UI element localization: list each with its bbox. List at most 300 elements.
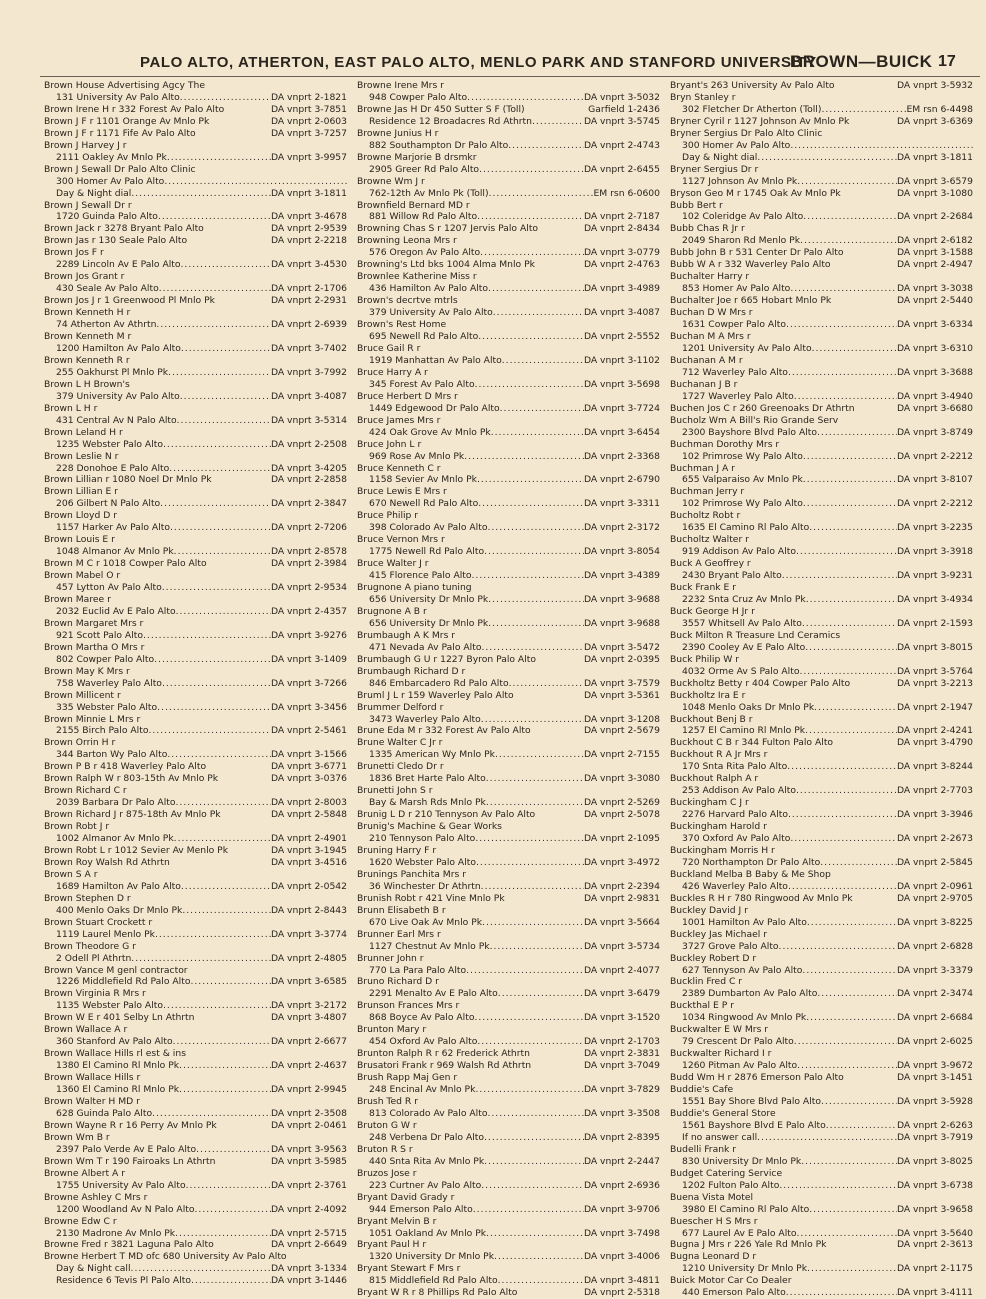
phone-number: DA vnprt 2-1175 bbox=[896, 1263, 973, 1275]
dot-leader bbox=[181, 259, 271, 271]
listing-name bbox=[42, 271, 347, 283]
listing-name bbox=[42, 486, 347, 498]
listing-text: Buchalter Harry r bbox=[670, 271, 750, 283]
listing-name bbox=[42, 355, 347, 367]
dot-leader bbox=[163, 439, 271, 451]
dot-leader bbox=[482, 917, 584, 929]
phone-number: DA vnprt 2-6936 bbox=[583, 1179, 660, 1191]
listing-name bbox=[42, 140, 347, 152]
phone-number: DA vnprt 2-1593 bbox=[896, 617, 973, 629]
listing-text: 1631 Cowper Palo Alto bbox=[682, 319, 786, 331]
listing-address-line bbox=[668, 785, 973, 797]
listing-entry bbox=[42, 1156, 347, 1168]
listing-name bbox=[42, 965, 347, 977]
listing-address-line bbox=[42, 929, 347, 941]
listing-name bbox=[42, 1168, 347, 1180]
phone-number: DA vnprt 3-9957 bbox=[270, 151, 347, 163]
dot-leader bbox=[156, 319, 271, 331]
listing-text: Brown L H r bbox=[44, 402, 98, 414]
listing-text: Browne Fred r 3821 Laguna Palo Alto bbox=[44, 1239, 214, 1251]
listing-address-line bbox=[668, 1204, 973, 1216]
listing-text: 426 Waverley Palo Alto bbox=[682, 880, 788, 892]
listing-text: 1257 El Camino Rl Mnlo Pk bbox=[682, 725, 806, 737]
phone-number: DA vnprt 3-3456 bbox=[270, 701, 347, 713]
listing-address-line bbox=[668, 988, 973, 1000]
dot-leader bbox=[195, 1204, 271, 1216]
dot-leader bbox=[475, 379, 584, 391]
listing-text: 457 Lytton Av Palo Alto bbox=[56, 582, 162, 594]
dot-leader bbox=[779, 941, 897, 953]
listing-text: Buchman Dorothy Mrs r bbox=[670, 438, 780, 450]
listing-text: Brown Kenneth M r bbox=[44, 331, 132, 343]
dot-leader bbox=[486, 1228, 584, 1240]
listing-text: Bryn Stanley r bbox=[670, 91, 736, 103]
listing-text: 1320 University Dr Mnlo Pk bbox=[369, 1251, 495, 1263]
listing-name bbox=[355, 235, 660, 247]
dot-leader bbox=[131, 953, 271, 965]
dot-leader bbox=[508, 140, 584, 152]
dot-leader bbox=[826, 1120, 897, 1132]
phone-number: DA vnprt 3-6771 bbox=[270, 761, 347, 773]
listing-address-line bbox=[668, 211, 973, 223]
phone-number: DA vnprt 3-5361 bbox=[583, 689, 660, 701]
listing-text: 2130 Madrone Av Mnlo Pk bbox=[56, 1227, 176, 1239]
listing-entry bbox=[668, 737, 973, 749]
listing-name bbox=[355, 821, 660, 833]
listing-text: Bryant's 263 University Av Palo Alto bbox=[670, 80, 835, 91]
listing-text: Bruml J L r 159 Waverley Palo Alto bbox=[357, 689, 514, 701]
listing-text: 300 Homer Av Palo Alto bbox=[682, 139, 791, 151]
listing-entry bbox=[42, 128, 347, 140]
phone-number: DA vnprt 3-9658 bbox=[896, 1203, 973, 1215]
listing-text: Brown Wm T r 190 Fairoaks Ln Athrtn bbox=[44, 1155, 216, 1167]
listing-entry bbox=[668, 116, 973, 128]
listing-text: Brunner Earl Mrs r bbox=[357, 928, 441, 940]
listing-address-line bbox=[42, 953, 347, 965]
listing-entry bbox=[355, 104, 660, 116]
listing-entry bbox=[668, 678, 973, 690]
listing-entry bbox=[355, 654, 660, 666]
listing-text: Bryson Geo M r 1745 Oak Av Mnlo Pk bbox=[670, 187, 841, 199]
listing-text: Buckholtz Betty r 404 Cowper Palo Alto bbox=[670, 677, 851, 689]
listing-text: 170 Snta Rita Palo Alto bbox=[682, 761, 788, 773]
dot-leader bbox=[498, 988, 584, 1000]
phone-number: DA vnprt 3-6310 bbox=[896, 342, 973, 354]
listing-address-line bbox=[355, 833, 660, 845]
listing-name bbox=[668, 355, 973, 367]
listing-text: Day & Night call bbox=[56, 1263, 131, 1275]
listing-text: 2390 Cooley Av E Palo Alto bbox=[682, 641, 806, 653]
listing-text: 944 Emerson Palo Alto bbox=[369, 1203, 473, 1215]
listing-text: 370 Oxford Av Palo Alto bbox=[682, 833, 791, 845]
listing-name bbox=[42, 80, 347, 92]
listing-text: 627 Tennyson Av Palo Alto bbox=[682, 964, 803, 976]
listing-address-line bbox=[42, 833, 347, 845]
phone-number: DA vnprt 2-4077 bbox=[583, 964, 660, 976]
phone-number: DA vnprt 2-4637 bbox=[270, 1060, 347, 1072]
listing-entry bbox=[42, 104, 347, 116]
listing-address-line bbox=[355, 92, 660, 104]
listing-text: Brown Wallace Hills r bbox=[44, 1072, 141, 1084]
listing-text: Bryner Sergius Dr Palo Alto Clinic bbox=[670, 127, 823, 139]
listing-text: Bruno Richard D r bbox=[357, 976, 439, 988]
dot-leader bbox=[788, 881, 897, 893]
phone-number: DA vnprt 3-4811 bbox=[583, 1275, 660, 1287]
listing-text: 2032 Euclid Av E Palo Alto bbox=[56, 605, 176, 617]
listing-text: 1001 Hamilton Av Palo Alto bbox=[682, 916, 807, 928]
listing-text: 255 Oakhurst Pl Mnlo Pk bbox=[56, 366, 169, 378]
dot-leader bbox=[180, 92, 271, 104]
listing-text: Bruce James Mrs r bbox=[357, 414, 441, 426]
listing-address-line bbox=[42, 176, 347, 188]
listing-text: 379 University Av Palo Alto bbox=[369, 307, 493, 319]
phone-number: DA vnprt 3-5698 bbox=[583, 378, 660, 390]
dot-leader bbox=[809, 1204, 897, 1216]
dot-leader bbox=[805, 642, 897, 654]
listing-address-line bbox=[668, 618, 973, 630]
listing-text: Bryant Stewart F Mrs r bbox=[357, 1263, 461, 1275]
phone-number: DA vnprt 3-3311 bbox=[583, 498, 660, 510]
phone-number: DA vnprt 2-5269 bbox=[583, 797, 660, 809]
phone-number: DA vnprt 3-8225 bbox=[896, 916, 973, 928]
listing-text: Brugnone A B r bbox=[357, 605, 427, 617]
listing-text: 656 University Dr Mnlo Pk bbox=[369, 617, 489, 629]
phone-number: DA vnprt 3-1566 bbox=[270, 749, 347, 761]
phone-number: DA vnprt 3-5314 bbox=[270, 414, 347, 426]
listing-text: 1051 Oakland Av Mnlo Pk bbox=[369, 1227, 487, 1239]
dot-leader bbox=[164, 176, 347, 188]
listing-text: 1202 Fulton Palo Alto bbox=[682, 1179, 780, 1191]
phone-number: DA vnprt 2-3761 bbox=[270, 1179, 347, 1191]
phone-number: DA vnprt 3-2235 bbox=[896, 522, 973, 534]
listing-text: Bruce Philip r bbox=[357, 510, 419, 522]
listing-text: Brown Kenneth H r bbox=[44, 307, 131, 319]
dot-leader bbox=[176, 606, 271, 618]
phone-number: DA vnprt 3-7724 bbox=[583, 402, 660, 414]
listing-address-line bbox=[42, 881, 347, 893]
listing-name bbox=[42, 1216, 347, 1228]
listing-text: Brusatori Frank r 969 Walsh Rd Athrtn bbox=[357, 1060, 532, 1072]
listing-name bbox=[42, 331, 347, 343]
listing-name bbox=[668, 797, 973, 809]
phone-number: DA vnprt 2-3474 bbox=[896, 988, 973, 1000]
phone-number: DA vnprt 3-4205 bbox=[270, 462, 347, 474]
listing-name bbox=[42, 1192, 347, 1204]
phone-number: DA vnprt 3-5472 bbox=[583, 641, 660, 653]
listing-address-line bbox=[42, 1000, 347, 1012]
listing-text: Brown L H Brown's bbox=[44, 378, 130, 390]
phone-number: DA vnprt 2-5715 bbox=[270, 1227, 347, 1239]
listing-name bbox=[355, 1239, 660, 1251]
phone-number: DA vnprt 2-1821 bbox=[270, 91, 347, 103]
listing-text: 921 Scott Palo Alto bbox=[56, 629, 143, 641]
phone-number: DA vnprt 2-1703 bbox=[583, 1036, 660, 1048]
listing-name bbox=[355, 176, 660, 188]
listing-text: Browning's Ltd bks 1004 Alma Mnlo Pk bbox=[357, 259, 535, 271]
listing-text: Bubb Chas R Jr r bbox=[670, 223, 745, 235]
dot-leader bbox=[467, 92, 584, 104]
listing-address-line bbox=[668, 427, 973, 439]
phone-number: DA vnprt 3-7992 bbox=[270, 366, 347, 378]
listing-address-line bbox=[42, 283, 347, 295]
listing-text: 1200 Hamilton Av Palo Alto bbox=[56, 342, 181, 354]
phone-number: DA vnprt 3-8015 bbox=[896, 641, 973, 653]
phone-number: DA vnprt 2-4947 bbox=[896, 259, 973, 271]
listing-text: Brown Irene H r 332 Forest Av Palo Alto bbox=[44, 103, 225, 115]
listing-text: Day & Night dial bbox=[56, 187, 132, 199]
listing-text: 2276 Harvard Palo Alto bbox=[682, 809, 788, 821]
dot-leader bbox=[168, 367, 271, 379]
phone-number: DA vnprt 3-5032 bbox=[583, 91, 660, 103]
dot-leader bbox=[169, 463, 271, 475]
listing-address-line bbox=[42, 498, 347, 510]
listing-text: Brunetti Cledo Dr r bbox=[357, 761, 444, 773]
listing-text: Buddie's Cafe bbox=[670, 1084, 734, 1096]
listing-text: 248 Verbena Dr Palo Alto bbox=[369, 1131, 484, 1143]
listing-text: Bryner Cyril r 1127 Johnson Av Mnlo Pk bbox=[670, 115, 850, 127]
dot-leader bbox=[196, 1144, 271, 1156]
phone-number: DA vnprt 2-6677 bbox=[270, 1036, 347, 1048]
dot-leader bbox=[796, 546, 897, 558]
phone-number: DA vnprt 2-5440 bbox=[896, 295, 973, 307]
listing-text: 1620 Webster Palo Alto bbox=[369, 856, 476, 868]
listing-address-line bbox=[668, 343, 973, 355]
listing-text: Brown Walter H MD r bbox=[44, 1096, 140, 1108]
phone-number: DA vnprt 3-9276 bbox=[270, 629, 347, 641]
listing-text: Browne Albert A r bbox=[44, 1167, 126, 1179]
listing-address-line bbox=[668, 1263, 973, 1275]
listing-text: 228 Donohoe E Palo Alto bbox=[56, 462, 170, 474]
listing-text: 1919 Manhattan Av Palo Alto bbox=[369, 354, 502, 366]
listing-text: Buck Milton R Treasure Lnd Ceramics bbox=[670, 629, 841, 641]
listing-name bbox=[355, 367, 660, 379]
listing-text: 656 University Dr Mnlo Pk bbox=[369, 593, 489, 605]
listing-text: Buckhout Benj B r bbox=[670, 713, 753, 725]
listing-name bbox=[355, 1000, 660, 1012]
phone-number: DA vnprt 2-9831 bbox=[583, 892, 660, 904]
listing-entry bbox=[42, 223, 347, 235]
listing-text: Budget Catering Service bbox=[670, 1167, 783, 1179]
phone-number: DA vnprt 3-6680 bbox=[896, 402, 973, 414]
listing-name bbox=[355, 415, 660, 427]
listing-address-line bbox=[355, 331, 660, 343]
listing-text: 2430 Bryant Palo Alto bbox=[682, 570, 782, 582]
phone-number: DA vnprt 3-3508 bbox=[583, 1107, 660, 1119]
listing-text: 131 University Av Palo Alto bbox=[56, 91, 180, 103]
phone-number: DA vnprt 2-8578 bbox=[270, 546, 347, 558]
listing-address-line bbox=[668, 725, 973, 737]
listing-address-line bbox=[668, 666, 973, 678]
listing-name bbox=[355, 869, 660, 881]
dot-leader bbox=[481, 642, 583, 654]
dot-leader bbox=[167, 152, 271, 164]
listing-address-line bbox=[668, 702, 973, 714]
listing-name bbox=[42, 941, 347, 953]
listing-name bbox=[355, 1096, 660, 1108]
listing-address-line bbox=[42, 797, 347, 809]
listing-name bbox=[355, 391, 660, 403]
phone-number: DA vnprt 2-0603 bbox=[270, 115, 347, 127]
phone-number: DA vnprt 3-9231 bbox=[896, 570, 973, 582]
dot-leader bbox=[160, 498, 271, 510]
listing-entry bbox=[42, 1012, 347, 1024]
listing-address-line bbox=[355, 522, 660, 534]
phone-number: DA vnprt 2-0395 bbox=[583, 653, 660, 665]
listing-name bbox=[42, 247, 347, 259]
listing-name bbox=[355, 1192, 660, 1204]
phone-number: DA vnprt 3-1334 bbox=[270, 1263, 347, 1275]
listing-entry bbox=[42, 295, 347, 307]
listing-text: 1380 El Camino Rl Mnlo Pk bbox=[56, 1060, 180, 1072]
listing-name bbox=[668, 534, 973, 546]
listing-text: 1755 University Av Palo Alto bbox=[56, 1179, 186, 1191]
listing-name bbox=[668, 92, 973, 104]
listing-text: Bay & Marsh Rds Mnlo Pk bbox=[369, 797, 486, 809]
phone-number: DA vnprt 2-4743 bbox=[583, 139, 660, 151]
listing-text: Buck Frank E r bbox=[670, 582, 737, 594]
phone-number: DA vnprt 3-9688 bbox=[583, 617, 660, 629]
listing-entry bbox=[42, 809, 347, 821]
phone-number: EM rsn 6-4498 bbox=[906, 103, 973, 115]
listing-text: Brown Leland H r bbox=[44, 426, 123, 438]
listing-address-line bbox=[355, 1108, 660, 1120]
listing-name bbox=[668, 630, 973, 642]
dot-leader bbox=[173, 1036, 271, 1048]
listing-text: 2039 Barbara Dr Palo Alto bbox=[56, 797, 176, 809]
phone-number: DA vnprt 2-5318 bbox=[583, 1287, 660, 1299]
listing-text: Browne Wm J r bbox=[357, 175, 425, 187]
listing-text: 2049 Sharon Rd Menlo Pk bbox=[682, 235, 801, 247]
dot-leader bbox=[817, 427, 897, 439]
listing-text: Buckley Robert D r bbox=[670, 952, 757, 964]
listing-text: 1775 Newell Rd Palo Alto bbox=[369, 546, 485, 558]
phone-number: DA vnprt 3-6369 bbox=[896, 115, 973, 127]
phone-number: DA vnprt 2-2508 bbox=[270, 438, 347, 450]
listing-name bbox=[668, 821, 973, 833]
listing-text: Bucholtz Walter r bbox=[670, 534, 749, 546]
listing-address-line bbox=[668, 283, 973, 295]
listing-text: Buchen Jos C r 260 Greenoaks Dr Athrtn bbox=[670, 402, 855, 414]
phone-number: DA vnprt 3-1080 bbox=[896, 187, 973, 199]
listing-text: Brown J Sewall Dr Palo Alto Clinic bbox=[44, 163, 196, 175]
listing-text: Brumbaugh Richard D r bbox=[357, 665, 466, 677]
listing-text: Brunson Frances Mrs r bbox=[357, 1000, 460, 1012]
phone-number: DA vnprt 2-2394 bbox=[583, 880, 660, 892]
listing-text: Bugna Leonard D r bbox=[670, 1251, 757, 1263]
dot-leader bbox=[509, 678, 584, 690]
phone-number: DA vnprt 2-3508 bbox=[270, 1107, 347, 1119]
dot-leader bbox=[817, 988, 897, 1000]
phone-number: DA vnprt 2-5679 bbox=[583, 725, 660, 737]
listing-address-line bbox=[355, 307, 660, 319]
phone-number: DA vnprt 2-1095 bbox=[583, 833, 660, 845]
listing-name bbox=[355, 737, 660, 749]
listing-address-line bbox=[42, 1084, 347, 1096]
dot-leader bbox=[803, 211, 897, 223]
listing-address-line bbox=[668, 1228, 973, 1240]
dot-leader bbox=[820, 857, 897, 869]
listing-text: Brown Roy Walsh Rd Athrtn bbox=[44, 856, 170, 868]
dot-leader bbox=[491, 427, 584, 439]
listing-address-line bbox=[668, 965, 973, 977]
listing-name bbox=[42, 869, 347, 881]
listing-text: 677 Laurel Av E Palo Alto bbox=[682, 1227, 797, 1239]
dot-leader bbox=[472, 570, 584, 582]
listing-address-line bbox=[668, 809, 973, 821]
phone-number: DA vnprt 3-7829 bbox=[583, 1084, 660, 1096]
listing-address-line bbox=[668, 498, 973, 510]
listing-name bbox=[42, 618, 347, 630]
listing-text: 36 Winchester Dr Athrtn bbox=[369, 880, 481, 892]
listing-name bbox=[42, 1096, 347, 1108]
listing-address-line bbox=[355, 1275, 660, 1287]
listing-text: Bubb John B r 531 Center Dr Palo Alto bbox=[670, 247, 844, 259]
dot-leader bbox=[803, 451, 897, 463]
phone-number: DA vnprt 2-6939 bbox=[270, 319, 347, 331]
listing-name bbox=[42, 307, 347, 319]
listing-text: 440 Snta Rita Av Mnlo Pk bbox=[369, 1155, 485, 1167]
listing-text: 712 Waverley Palo Alto bbox=[682, 366, 788, 378]
listing-address-line bbox=[668, 570, 973, 582]
listing-text: Buchman J A r bbox=[670, 462, 735, 474]
listing-name bbox=[668, 1048, 973, 1060]
phone-number: DA vnprt 2-1706 bbox=[270, 283, 347, 295]
dot-leader bbox=[821, 1096, 897, 1108]
listing-name bbox=[42, 893, 347, 905]
phone-number: DA vnprt 3-2213 bbox=[896, 677, 973, 689]
dot-leader bbox=[821, 104, 906, 116]
listing-text: Browne Ashley C Mrs r bbox=[44, 1191, 148, 1203]
listing-text: Brunn Elisabeth B r bbox=[357, 904, 446, 916]
listing-name bbox=[668, 307, 973, 319]
listing-text: Brown Theodore G r bbox=[44, 940, 136, 952]
listing-address-line bbox=[42, 1144, 347, 1156]
listing-text: Browne Irene Mrs r bbox=[357, 80, 444, 91]
listing-address-line bbox=[355, 1228, 660, 1240]
dot-leader bbox=[800, 235, 897, 247]
listing-name bbox=[668, 486, 973, 498]
dot-leader bbox=[484, 1132, 584, 1144]
phone-number: DA vnprt 2-8443 bbox=[270, 904, 347, 916]
listing-entry bbox=[42, 1239, 347, 1251]
listing-name bbox=[355, 343, 660, 355]
listing-text: Bryant W R r 8 Phillips Rd Palo Alto bbox=[357, 1287, 518, 1299]
phone-number: DA vnprt 3-4989 bbox=[583, 283, 660, 295]
listing-address-line bbox=[355, 1180, 660, 1192]
listing-text: 670 Live Oak Av Mnlo Pk bbox=[369, 916, 483, 928]
listing-address-line bbox=[668, 474, 973, 486]
phone-number: DA vnprt 3-7049 bbox=[583, 1060, 660, 1072]
listing-text: Brunton Mary r bbox=[357, 1024, 427, 1036]
phone-number: DA vnprt 2-2212 bbox=[896, 498, 973, 510]
listing-text: Brown Lillian E r bbox=[44, 486, 118, 498]
listing-text: Browne Jas H Dr 450 Sutter S F (Toll) bbox=[357, 103, 525, 115]
phone-number: DA vnprt 3-8244 bbox=[896, 761, 973, 773]
listing-address-line bbox=[355, 546, 660, 558]
phone-number: DA vnprt 3-8054 bbox=[583, 546, 660, 558]
listing-text: Buchalter Joe r 665 Hobart Mnlo Pk bbox=[670, 295, 832, 307]
listing-text: Bubb W A r 332 Waverley Palo Alto bbox=[670, 259, 831, 271]
dot-leader bbox=[806, 594, 897, 606]
listing-address-line bbox=[42, 1180, 347, 1192]
listing-name bbox=[668, 463, 973, 475]
listing-name bbox=[355, 929, 660, 941]
listing-text: Brown Robt L r 1012 Sevier Av Menlo Pk bbox=[44, 845, 229, 856]
listing-text: 74 Atherton Av Athrtn bbox=[56, 319, 157, 331]
listing-address-line bbox=[42, 211, 347, 223]
listing-text: 335 Webster Palo Alto bbox=[56, 701, 158, 713]
listing-text: Brown Martha O Mrs r bbox=[44, 641, 145, 653]
